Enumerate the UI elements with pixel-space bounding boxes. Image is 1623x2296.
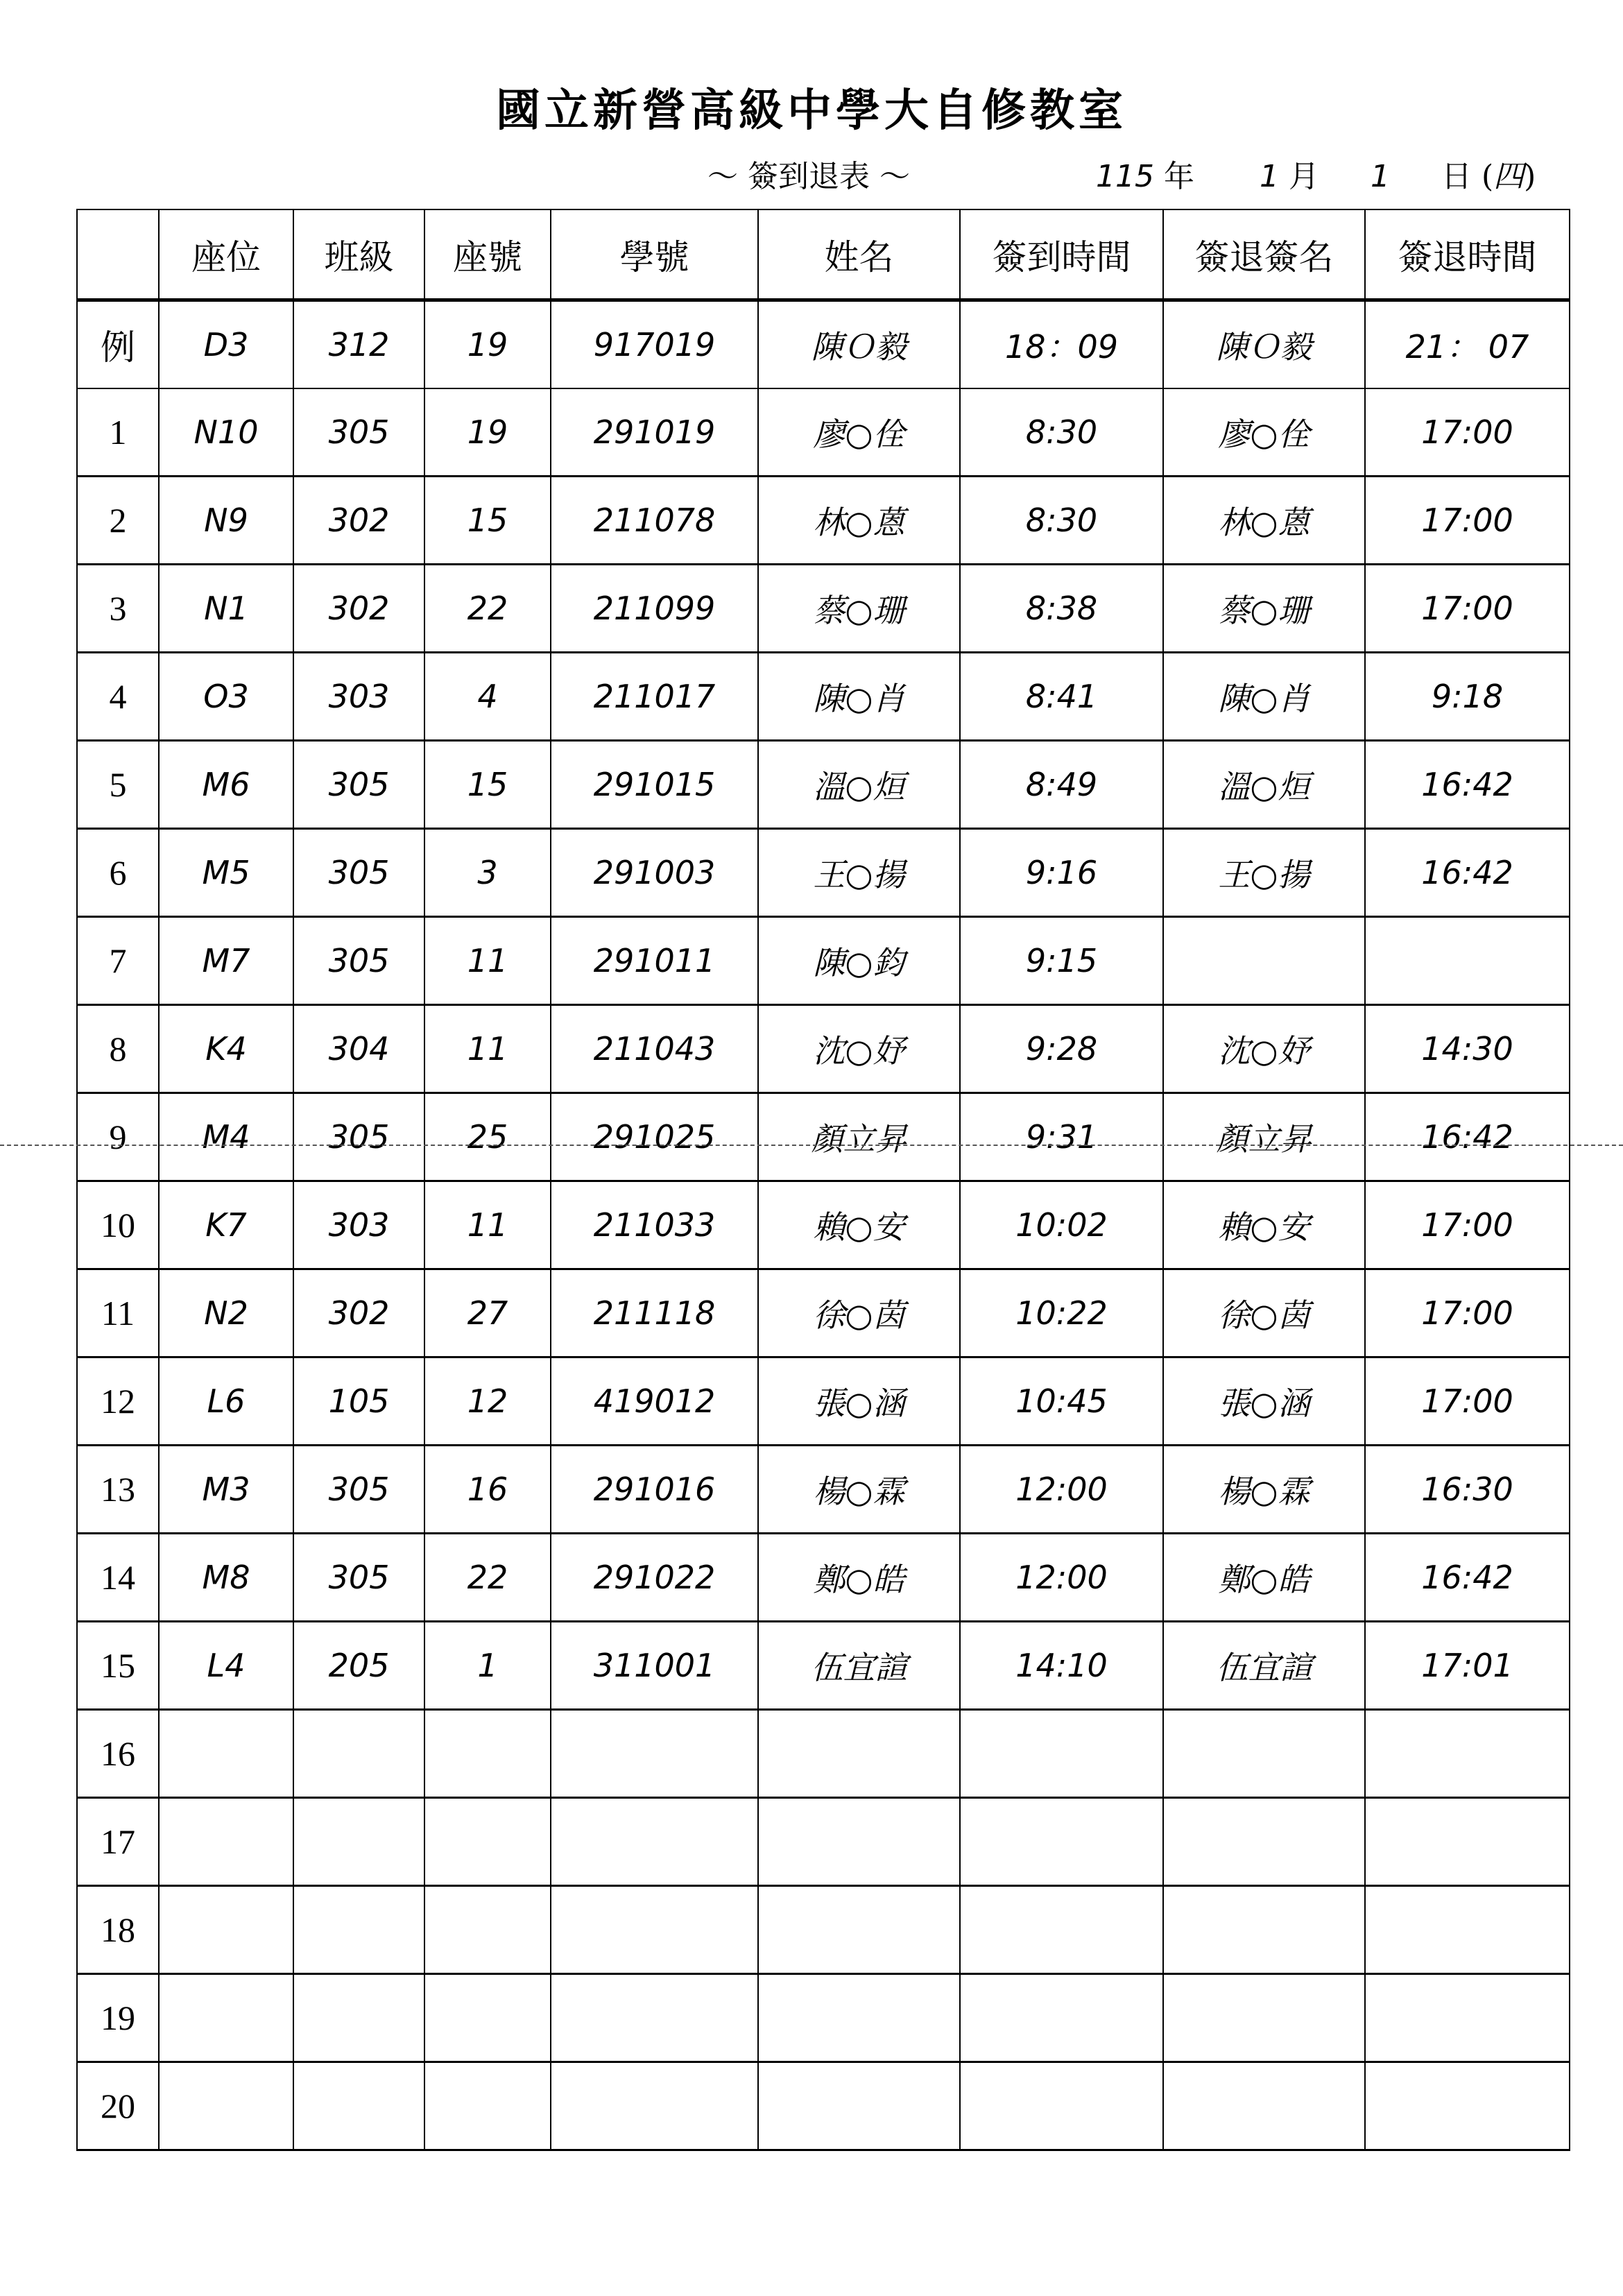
cell-sign-in-time: 10:22 bbox=[960, 1269, 1163, 1357]
cell-seat: K4 bbox=[159, 1005, 293, 1093]
cell-name: 伍宜諠 bbox=[758, 1622, 960, 1710]
cell-seat-number: 16 bbox=[424, 1446, 551, 1534]
table-row bbox=[77, 741, 1570, 829]
cell-sign-out-signature: 蔡○珊 bbox=[1163, 565, 1365, 653]
table-row bbox=[77, 829, 1570, 917]
table-row bbox=[77, 1534, 1570, 1622]
cell-sign-out-signature: 伍宜諠 bbox=[1163, 1622, 1365, 1710]
cell-seat bbox=[159, 1710, 293, 1798]
cell-class bbox=[293, 2062, 424, 2150]
cell-seat-number bbox=[424, 1710, 551, 1798]
cell-seat: K7 bbox=[159, 1181, 293, 1269]
cell-student-id: 419012 bbox=[551, 1357, 758, 1446]
cell-sign-out-time: 17:00 bbox=[1365, 1357, 1570, 1446]
cell-student-id: 291025 bbox=[551, 1093, 758, 1181]
cell-sign-in-time: 12:00 bbox=[960, 1534, 1163, 1622]
table-row bbox=[77, 1269, 1570, 1357]
cell-sign-out-signature: 林○蒽 bbox=[1163, 477, 1365, 565]
cell-row-number: 11 bbox=[77, 1269, 159, 1357]
table-row bbox=[77, 1357, 1570, 1446]
table-row bbox=[77, 1446, 1570, 1534]
cell-row-number: 19 bbox=[77, 1974, 159, 2062]
column-header-student-id: 學號 bbox=[551, 209, 758, 300]
cell-seat: N10 bbox=[159, 388, 293, 477]
day-value: 1 bbox=[1370, 159, 1390, 194]
cell-sign-out-time: 16:30 bbox=[1365, 1446, 1570, 1534]
cell-student-id bbox=[551, 1710, 758, 1798]
cell-sign-in-time: 12:00 bbox=[960, 1446, 1163, 1534]
cell-row-number: 16 bbox=[77, 1710, 159, 1798]
cell-seat-number: 1 bbox=[424, 1622, 551, 1710]
day-label: 日 bbox=[1441, 159, 1472, 194]
cell-row-number: 20 bbox=[77, 2062, 159, 2150]
cell-class bbox=[293, 1974, 424, 2062]
cell-seat-number: 19 bbox=[424, 300, 551, 389]
cell-seat: O3 bbox=[159, 653, 293, 741]
cell-sign-out-time: 17:01 bbox=[1365, 1622, 1570, 1710]
cell-seat: N9 bbox=[159, 477, 293, 565]
cell-student-id: 311001 bbox=[551, 1622, 758, 1710]
cell-class bbox=[293, 1798, 424, 1886]
cell-row-number: 12 bbox=[77, 1357, 159, 1446]
cell-sign-out-signature: 張○涵 bbox=[1163, 1357, 1365, 1446]
table-row bbox=[77, 2062, 1570, 2150]
cell-sign-out-signature bbox=[1163, 917, 1365, 1005]
cell-name: 張○涵 bbox=[758, 1357, 960, 1446]
cell-sign-in-time bbox=[960, 1886, 1163, 1974]
cell-sign-out-signature: 溫○烜 bbox=[1163, 741, 1365, 829]
cell-class: 305 bbox=[293, 1093, 424, 1181]
cell-sign-in-time bbox=[960, 1798, 1163, 1886]
cell-seat: L6 bbox=[159, 1357, 293, 1446]
cell-seat-number: 19 bbox=[424, 388, 551, 477]
cell-seat-number: 3 bbox=[424, 829, 551, 917]
cell-class: 305 bbox=[293, 829, 424, 917]
cell-sign-in-time: 10:45 bbox=[960, 1357, 1163, 1446]
cell-sign-in-time: 8:30 bbox=[960, 477, 1163, 565]
cell-seat: M3 bbox=[159, 1446, 293, 1534]
cell-name: 陳○肖 bbox=[758, 653, 960, 741]
cell-name: 王○揚 bbox=[758, 829, 960, 917]
cell-seat-number: 11 bbox=[424, 1005, 551, 1093]
cell-class bbox=[293, 1886, 424, 1974]
weekday-value: 四 bbox=[1493, 159, 1525, 194]
cell-row-number: 9 bbox=[77, 1093, 159, 1181]
table-row bbox=[77, 653, 1570, 741]
cell-row-number: 7 bbox=[77, 917, 159, 1005]
cell-class: 302 bbox=[293, 1269, 424, 1357]
cell-seat: D3 bbox=[159, 300, 293, 389]
cell-sign-out-signature: 賴○安 bbox=[1163, 1181, 1365, 1269]
column-header-row-number bbox=[77, 209, 159, 300]
cell-seat: N1 bbox=[159, 565, 293, 653]
cell-student-id: 211033 bbox=[551, 1181, 758, 1269]
cell-sign-out-signature bbox=[1163, 1710, 1365, 1798]
cell-row-number: 15 bbox=[77, 1622, 159, 1710]
cell-sign-out-time: 17:00 bbox=[1365, 1269, 1570, 1357]
cell-name: 陳○鈞 bbox=[758, 917, 960, 1005]
cell-seat-number: 27 bbox=[424, 1269, 551, 1357]
column-header-seat-number: 座號 bbox=[424, 209, 551, 300]
cell-student-id: 291015 bbox=[551, 741, 758, 829]
cell-class: 305 bbox=[293, 917, 424, 1005]
column-header-sign-out-signature: 簽退簽名 bbox=[1163, 209, 1365, 300]
cell-seat-number: 11 bbox=[424, 917, 551, 1005]
cell-class: 305 bbox=[293, 1446, 424, 1534]
cell-class: 304 bbox=[293, 1005, 424, 1093]
cell-row-number: 例 bbox=[77, 300, 159, 389]
cell-sign-out-time bbox=[1365, 917, 1570, 1005]
example-row bbox=[77, 300, 1570, 389]
cell-sign-out-signature bbox=[1163, 1886, 1365, 1974]
column-header-name: 姓名 bbox=[758, 209, 960, 300]
cell-class: 305 bbox=[293, 741, 424, 829]
cell-sign-out-signature bbox=[1163, 2062, 1365, 2150]
cell-sign-out-signature: 陳Ｏ毅 bbox=[1163, 300, 1365, 389]
cell-sign-out-time: 17:00 bbox=[1365, 477, 1570, 565]
cell-row-number: 17 bbox=[77, 1798, 159, 1886]
cell-name: 鄭○皓 bbox=[758, 1534, 960, 1622]
cell-sign-out-time: 16:42 bbox=[1365, 1093, 1570, 1181]
cell-sign-out-signature bbox=[1163, 1974, 1365, 2062]
cell-sign-out-time: 14:30 bbox=[1365, 1005, 1570, 1093]
cell-sign-out-signature: 王○揚 bbox=[1163, 829, 1365, 917]
cell-row-number: 6 bbox=[77, 829, 159, 917]
cell-student-id bbox=[551, 2062, 758, 2150]
cell-student-id: 291003 bbox=[551, 829, 758, 917]
cell-name: 徐○茵 bbox=[758, 1269, 960, 1357]
cell-student-id: 211078 bbox=[551, 477, 758, 565]
cell-name: 顏立昇 bbox=[758, 1093, 960, 1181]
table-row bbox=[77, 388, 1570, 477]
cell-seat-number bbox=[424, 1798, 551, 1886]
cell-sign-out-signature: 廖○佺 bbox=[1163, 388, 1365, 477]
cell-row-number: 4 bbox=[77, 653, 159, 741]
cell-name bbox=[758, 1974, 960, 2062]
cell-sign-out-time: 17:00 bbox=[1365, 565, 1570, 653]
cell-student-id: 291011 bbox=[551, 917, 758, 1005]
cell-name: 賴○安 bbox=[758, 1181, 960, 1269]
table-row bbox=[77, 1710, 1570, 1798]
cell-sign-in-time: 9:15 bbox=[960, 917, 1163, 1005]
year-value: 115 bbox=[1096, 159, 1154, 194]
cell-sign-out-time: 17:00 bbox=[1365, 1181, 1570, 1269]
cell-sign-out-time: 17:00 bbox=[1365, 388, 1570, 477]
cell-sign-out-time: 9:18 bbox=[1365, 653, 1570, 741]
cell-name bbox=[758, 1886, 960, 1974]
cell-name: 蔡○珊 bbox=[758, 565, 960, 653]
cell-seat-number: 12 bbox=[424, 1357, 551, 1446]
cell-class: 303 bbox=[293, 653, 424, 741]
cell-sign-out-time bbox=[1365, 1974, 1570, 2062]
month-value: 1 bbox=[1259, 159, 1279, 194]
cell-name bbox=[758, 1798, 960, 1886]
cell-seat bbox=[159, 2062, 293, 2150]
cell-sign-out-time bbox=[1365, 1886, 1570, 1974]
cell-row-number: 5 bbox=[77, 741, 159, 829]
cell-sign-in-time: 10:02 bbox=[960, 1181, 1163, 1269]
cell-row-number: 13 bbox=[77, 1446, 159, 1534]
cell-name: 楊○霖 bbox=[758, 1446, 960, 1534]
cell-student-id: 211099 bbox=[551, 565, 758, 653]
cell-sign-out-signature: 沈○妤 bbox=[1163, 1005, 1365, 1093]
cell-sign-in-time: 9:28 bbox=[960, 1005, 1163, 1093]
cell-sign-in-time: 18：09 bbox=[960, 300, 1163, 389]
cell-sign-in-time bbox=[960, 1974, 1163, 2062]
cell-sign-in-time bbox=[960, 2062, 1163, 2150]
cell-sign-out-time: 16:42 bbox=[1365, 741, 1570, 829]
cell-sign-in-time bbox=[960, 1710, 1163, 1798]
cell-name bbox=[758, 2062, 960, 2150]
cell-row-number: 8 bbox=[77, 1005, 159, 1093]
column-header-sign-in-time: 簽到時間 bbox=[960, 209, 1163, 300]
cell-sign-out-signature: 徐○茵 bbox=[1163, 1269, 1365, 1357]
sign-in-table bbox=[76, 209, 1570, 2151]
cell-seat-number: 15 bbox=[424, 741, 551, 829]
cell-seat: M8 bbox=[159, 1534, 293, 1622]
table-row bbox=[77, 565, 1570, 653]
cell-row-number: 18 bbox=[77, 1886, 159, 1974]
year-label: 年 bbox=[1163, 159, 1194, 194]
cell-name: 陳Ｏ毅 bbox=[758, 300, 960, 389]
cell-class: 302 bbox=[293, 565, 424, 653]
cell-seat-number: 4 bbox=[424, 653, 551, 741]
column-header-class: 班級 bbox=[293, 209, 424, 300]
cell-sign-out-time bbox=[1365, 1710, 1570, 1798]
table-row bbox=[77, 1181, 1570, 1269]
cell-student-id: 291016 bbox=[551, 1446, 758, 1534]
cell-seat: M6 bbox=[159, 741, 293, 829]
cell-sign-in-time: 8:49 bbox=[960, 741, 1163, 829]
cell-student-id bbox=[551, 1886, 758, 1974]
subtitle: ～ 簽到退表 ～ bbox=[707, 159, 910, 194]
cell-class: 305 bbox=[293, 1534, 424, 1622]
cell-sign-in-time: 8:38 bbox=[960, 565, 1163, 653]
cell-sign-in-time: 8:30 bbox=[960, 388, 1163, 477]
cell-name: 溫○烜 bbox=[758, 741, 960, 829]
cell-student-id: 211017 bbox=[551, 653, 758, 741]
cell-sign-out-time bbox=[1365, 1798, 1570, 1886]
cell-sign-out-time: 16:42 bbox=[1365, 829, 1570, 917]
table-row bbox=[77, 1005, 1570, 1093]
cell-seat-number bbox=[424, 2062, 551, 2150]
cell-sign-in-time: 9:31 bbox=[960, 1093, 1163, 1181]
column-header-seat: 座位 bbox=[159, 209, 293, 300]
cell-sign-in-time: 8:41 bbox=[960, 653, 1163, 741]
cell-student-id: 211118 bbox=[551, 1269, 758, 1357]
cell-class: 312 bbox=[293, 300, 424, 389]
table-row bbox=[77, 1093, 1570, 1181]
column-header-sign-out-time: 簽退時間 bbox=[1365, 209, 1570, 300]
cell-row-number: 2 bbox=[77, 477, 159, 565]
table-row bbox=[77, 1886, 1570, 1974]
cell-name bbox=[758, 1710, 960, 1798]
page-title: 國立新營高級中學大自修教室 bbox=[496, 85, 1127, 137]
cell-seat: M5 bbox=[159, 829, 293, 917]
table-row bbox=[77, 1798, 1570, 1886]
cell-seat bbox=[159, 1974, 293, 2062]
cell-student-id bbox=[551, 1798, 758, 1886]
cell-class: 205 bbox=[293, 1622, 424, 1710]
cell-class bbox=[293, 1710, 424, 1798]
cell-seat-number: 15 bbox=[424, 477, 551, 565]
table-row bbox=[77, 917, 1570, 1005]
cell-sign-out-signature: 顏立昇 bbox=[1163, 1093, 1365, 1181]
cell-seat bbox=[159, 1798, 293, 1886]
scan-artifact-line bbox=[0, 1145, 1623, 1146]
cell-name: 沈○妤 bbox=[758, 1005, 960, 1093]
cell-row-number: 1 bbox=[77, 388, 159, 477]
cell-row-number: 3 bbox=[77, 565, 159, 653]
cell-seat-number: 25 bbox=[424, 1093, 551, 1181]
cell-sign-out-time: 21： 07 bbox=[1365, 300, 1570, 389]
cell-seat: M7 bbox=[159, 917, 293, 1005]
table-row bbox=[77, 477, 1570, 565]
cell-sign-in-time: 9:16 bbox=[960, 829, 1163, 917]
cell-sign-out-signature: 陳○肖 bbox=[1163, 653, 1365, 741]
cell-student-id: 917019 bbox=[551, 300, 758, 389]
cell-seat bbox=[159, 1886, 293, 1974]
cell-class: 305 bbox=[293, 388, 424, 477]
date-line: 115 年 1 月 1 日 (四) bbox=[1096, 159, 1536, 194]
cell-row-number: 14 bbox=[77, 1534, 159, 1622]
cell-sign-in-time: 14:10 bbox=[960, 1622, 1163, 1710]
table-row bbox=[77, 1974, 1570, 2062]
cell-class: 303 bbox=[293, 1181, 424, 1269]
cell-student-id: 291022 bbox=[551, 1534, 758, 1622]
cell-seat-number: 11 bbox=[424, 1181, 551, 1269]
header-row bbox=[77, 209, 1570, 300]
cell-class: 105 bbox=[293, 1357, 424, 1446]
table-row bbox=[77, 1622, 1570, 1710]
cell-name: 林○蒽 bbox=[758, 477, 960, 565]
month-label: 月 bbox=[1288, 159, 1319, 194]
cell-seat: N2 bbox=[159, 1269, 293, 1357]
cell-sign-out-signature: 鄭○皓 bbox=[1163, 1534, 1365, 1622]
cell-sign-out-time: 16:42 bbox=[1365, 1534, 1570, 1622]
cell-seat: L4 bbox=[159, 1622, 293, 1710]
cell-name: 廖○佺 bbox=[758, 388, 960, 477]
cell-seat: M4 bbox=[159, 1093, 293, 1181]
cell-seat-number bbox=[424, 1974, 551, 2062]
cell-seat-number: 22 bbox=[424, 1534, 551, 1622]
cell-sign-out-signature bbox=[1163, 1798, 1365, 1886]
cell-row-number: 10 bbox=[77, 1181, 159, 1269]
cell-class: 302 bbox=[293, 477, 424, 565]
cell-sign-out-signature: 楊○霖 bbox=[1163, 1446, 1365, 1534]
cell-student-id bbox=[551, 1974, 758, 2062]
cell-seat-number: 22 bbox=[424, 565, 551, 653]
cell-student-id: 211043 bbox=[551, 1005, 758, 1093]
cell-student-id: 291019 bbox=[551, 388, 758, 477]
cell-sign-out-time bbox=[1365, 2062, 1570, 2150]
cell-seat-number bbox=[424, 1886, 551, 1974]
